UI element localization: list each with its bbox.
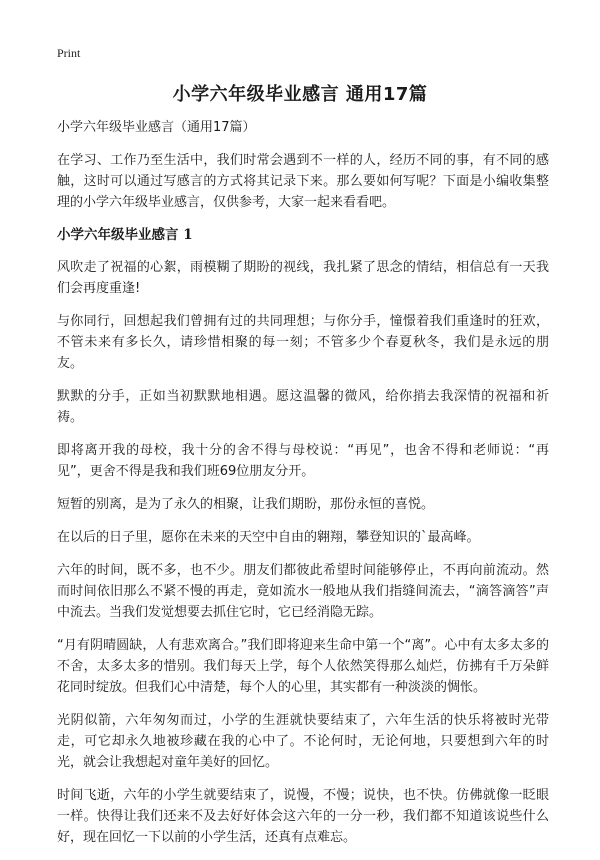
- print-link[interactable]: Print: [57, 46, 81, 60]
- paragraph: 短暂的别离，是为了永久的相聚，让我们期盼，那份永恒的喜悦。: [57, 497, 435, 512]
- intro-paragraph: 在学习、工作乃至生活中，我们时常会遇到不一样的人，经历不同的事，有不同的感触，这时可以通过写感言的方式将其记录下来。那么要如何写呢？下面是小编收集整理的小学六年级毕业感言，仅供参考，大家一起来看看吧。: [57, 153, 549, 210]
- paragraph: 在以后的日子里，愿你在未来的天空中自由的翱翔，攀登知识的`最高峰。: [57, 530, 480, 545]
- paragraph: 与你同行，回想起我们曾拥有过的共同理想；与你分手，憧憬着我们重逢时的狂欢，不管未来有多长久，请珍惜相聚的每一刻；不管多少个春夏秋冬，我们是永远的朋友。: [57, 314, 549, 371]
- section-heading: 小学六年级毕业感言 1: [57, 227, 193, 243]
- paragraph: 光阴似箭，六年匆匆而过，小学的生涯就快要结束了，六年生活的快乐将被时光带走，可它却永久地被珍藏在我的心中了。不论何时，无论何地，只要想到六年的时光，就会让我想起对童年美好的回忆。: [57, 713, 549, 770]
- paragraph: “月有阴晴圆缺，人有悲欢离合。”我们即将迎来生命中第一个“离”。心中有太多太多的不舍，太多太多的惜别。我们每天上学，每个人依然笑得那么灿烂，仿拂有千万朵鲜花同时绽放。但我们心中清楚，每个人的心里，其实都有一种淡淡的惆怅。: [57, 638, 549, 695]
- article-body: [57, 118, 549, 860]
- page-title: 小学六年级毕业感言 通用17篇: [172, 84, 428, 105]
- article-subtitle: 小学六年级毕业感言（通用17篇）: [57, 120, 256, 135]
- paragraph: 六年的时间，既不多，也不少。朋友们都彼此希望时间能够停止，不再向前流动。然而时间依旧那么不紧不慢的再走，竟如流水一般地从我们指缝间流去，“滴答滴答”声中流去。当我们发觉想要去抓住它时，它已经消隐无踪。: [57, 563, 549, 620]
- paragraph: 即将离开我的母校，我十分的舍不得与母校说：“再见”，也舍不得和老师说：“再见”，更舍不得是我和我们班69位朋友分开。: [57, 443, 549, 479]
- paragraph: 时间飞逝，六年的小学生就要结束了，说慢，不慢；说快，也不快。仿佛就像一眨眼一样。快得让我们还来不及去好好体会这六年的一分一秒，我们都不知道该说些什么好，现在回忆一下以前的小学生活，还真有点难忘。: [57, 788, 549, 845]
- paragraph: 默默的分手，正如当初默默地相遇。愿这温馨的微风，给你捎去我深情的祝福和祈祷。: [57, 389, 549, 425]
- paragraph: 风吹走了祝福的心絮，雨模糊了期盼的视线，我扎紧了思念的情结，相信总有一天我们会再度重逢!: [57, 260, 549, 296]
